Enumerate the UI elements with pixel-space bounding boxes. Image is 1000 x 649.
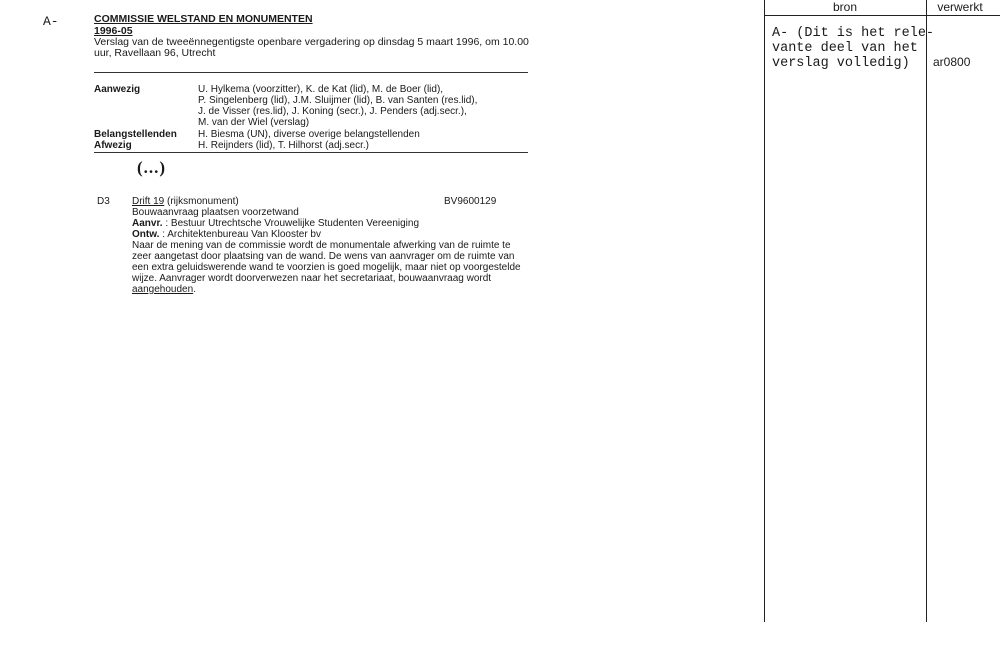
item-subject: Bouwaanvraag plaatsen voorzetwand xyxy=(132,207,299,218)
absent-label: Afwezig xyxy=(94,140,132,151)
archive-code: ar0800 xyxy=(933,55,971,69)
designer-line xyxy=(132,229,321,240)
source-note-line: verslag volledig) xyxy=(772,56,910,71)
present-line: U. Hylkema (voorzitter), K. de Kat (lid), M. de Boer (lid), xyxy=(198,84,444,95)
item-body-line: zeer aangetast door plaatsing van de wand. De wens van aanvrager om de ruimte van xyxy=(132,251,515,262)
column-rule-left xyxy=(764,0,765,622)
stakeholders-label: Belangstellenden xyxy=(94,129,177,140)
document-title: COMMISSIE WELSTAND EN MONUMENTEN xyxy=(94,13,313,25)
applicant-value: : Bestuur Utrechtsche Vrouwelijke Studenten Vereeniging xyxy=(165,218,420,229)
present-label: Aanwezig xyxy=(94,84,141,95)
applicant-label: Aanvr. xyxy=(132,218,163,229)
present-line: M. van der Wiel (verslag) xyxy=(198,117,310,128)
address-note: (rijksmonument) xyxy=(167,196,239,207)
divider-top xyxy=(94,72,528,73)
column-header-rule xyxy=(764,15,1000,16)
omission-marker: (...) xyxy=(137,158,167,177)
item-conclusion xyxy=(132,284,196,295)
item-body-line: een extra geluidswerende wand te voorzien is goed mogelijk, maar niet op voorgestelde xyxy=(132,262,521,273)
present-line: P. Singelenberg (lid), J.M. Sluijmer (lid), B. van Santen (res.lid), xyxy=(198,95,478,106)
designer-label: Ontw. xyxy=(132,229,160,240)
subtitle-line-2: uur, Ravellaan 96, Utrecht xyxy=(94,47,216,59)
decision-punct: . xyxy=(193,284,196,295)
item-address xyxy=(132,196,239,207)
column-header-processed: verwerkt xyxy=(937,0,983,14)
column-header-source: bron xyxy=(832,0,858,14)
stakeholders-text: H. Biesma (UN), diverse overige belangstellenden xyxy=(198,129,420,140)
present-line: J. de Visser (res.lid), J. Koning (secr.), J. Penders (adj.secr.), xyxy=(198,106,467,117)
source-note-line: vante deel van het xyxy=(772,41,918,56)
decision-word: aangehouden xyxy=(132,284,194,295)
column-rule-middle xyxy=(926,0,927,622)
item-body-line: wijze. Aanvrager wordt doorverwezen naar het secretariaat, bouwaanvraag wordt xyxy=(132,273,492,284)
item-code: D3 xyxy=(97,196,110,207)
subtitle-line-1: Verslag van de tweeënnegentigste openbare vergadering op dinsdag 5 maart 1996, om 10.00 xyxy=(94,36,529,48)
meeting-number: 1996-05 xyxy=(94,25,133,37)
item-reference: BV9600129 xyxy=(444,196,497,207)
margin-mark: A- xyxy=(43,14,59,29)
absent-text: H. Reijnders (lid), T. Hilhorst (adj.secr.) xyxy=(198,140,369,151)
designer-value: : Architektenbureau Van Klooster bv xyxy=(162,229,321,240)
source-note-line: A- (Dit is het rele- xyxy=(772,26,935,41)
address-link: Drift 19 xyxy=(132,196,165,207)
divider-bottom xyxy=(94,152,528,153)
item-body-line: Naar de mening van de commissie wordt de monumentale afwerking van de ruimte te xyxy=(132,240,511,251)
applicant-line xyxy=(132,218,419,229)
